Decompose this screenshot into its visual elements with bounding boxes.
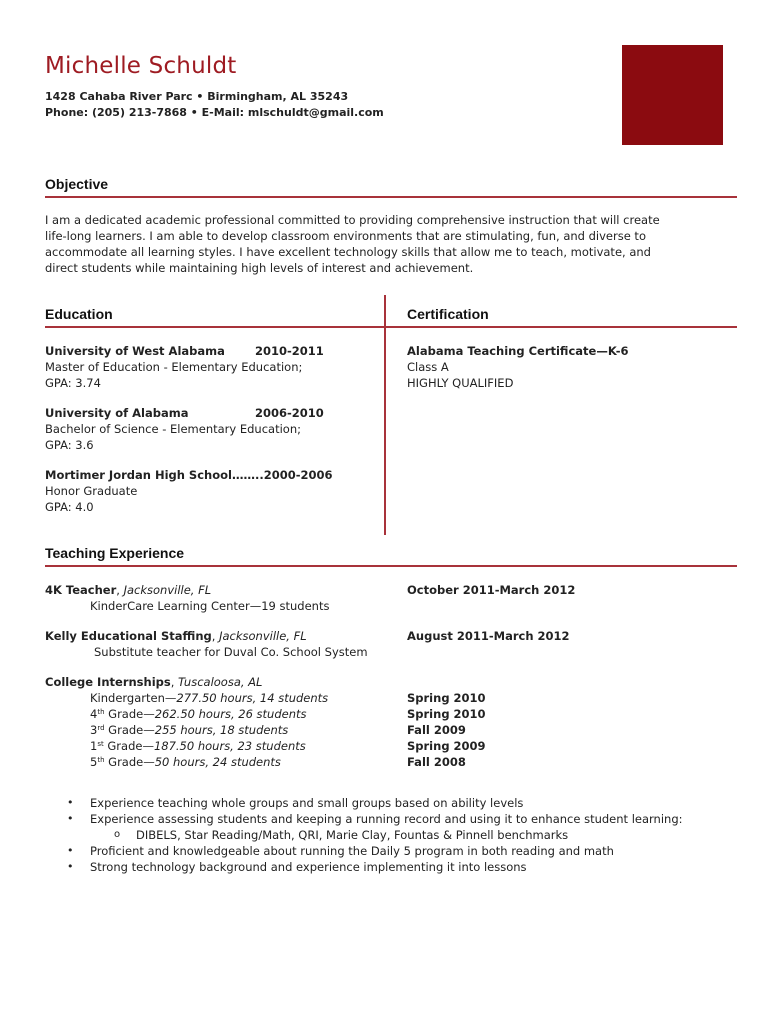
objective-line: life-long learners. I am able to develop classroom environments that are stimulating, fun, and diverse to: [45, 229, 646, 243]
internship-term: Spring 2009: [407, 739, 486, 753]
school-years: 2010-2011: [255, 344, 324, 358]
internship-detail: —187.50 hours, 23 students: [142, 739, 306, 753]
internship-row: 4th Grade—262.50 hours, 26 students Spring 2010: [90, 707, 486, 721]
internship-grade: 4: [90, 707, 98, 721]
certificate-status: HIGHLY QUALIFIED: [407, 376, 514, 390]
job-dates: October 2011-March 2012: [407, 583, 576, 597]
experience-rule: [45, 565, 737, 567]
school-heading-line: [45, 467, 375, 483]
internship-detail: —262.50 hours, 26 students: [143, 707, 307, 721]
job-location: Jacksonville, FL: [123, 583, 212, 597]
internship-term: Spring 2010: [407, 691, 486, 705]
internship-grade: Kindergarten: [90, 691, 165, 705]
internship-detail: —277.50 hours, 14 students: [164, 691, 329, 705]
certification-heading: Certification: [407, 306, 489, 322]
job-detail: KinderCare Learning Center—19 students: [90, 599, 330, 613]
job-entry: Kelly Educational Staffing, Jacksonville, FL Substitute teacher for Duval Co. School System August 2011-March 2012: [45, 628, 735, 660]
internship-row: 1st Grade—187.50 hours, 23 students Spring 2009: [90, 739, 486, 753]
bullet-text: Proficient and knowledgeable about running the Daily 5 program in both reading and math: [90, 844, 614, 858]
job-detail: Substitute teacher for Duval Co. School System: [94, 645, 368, 659]
school-years: 2000-2006: [263, 468, 333, 482]
experience-heading: Teaching Experience: [45, 545, 185, 561]
internship-grade: 3: [90, 723, 98, 737]
certification-block: [407, 343, 727, 391]
gpa-line: GPA: 3.74: [45, 376, 101, 390]
list-item: [45, 795, 735, 811]
education-entry: [45, 405, 375, 467]
objective-line: direct students while maintaining high levels of interest and achievement.: [45, 261, 474, 275]
school-name: University of Alabama: [45, 406, 189, 420]
objective-paragraph: [45, 212, 725, 276]
school-years: 2006-2010: [255, 406, 324, 420]
job-dates: August 2011-March 2012: [407, 629, 570, 643]
job-title: Kelly Educational Staffing: [45, 629, 212, 643]
certificate-title: Alabama Teaching Certificate—K-6: [407, 344, 629, 358]
job-location: Jacksonville, FL: [219, 629, 307, 643]
resume-name: Michelle Schuldt: [45, 53, 237, 79]
list-item: [45, 827, 735, 843]
education-entry: [45, 343, 375, 405]
internships-title: College Internships: [45, 675, 171, 689]
objective-line: I am a dedicated academic professional committed to providing comprehensive instruction that will create: [45, 213, 660, 227]
objective-heading: Objective: [45, 176, 109, 192]
contact-line: Phone: (205) 213-7868 • E-Mail: mlschuldt@gmail.com: [45, 106, 384, 119]
bullet-text: Experience assessing students and keeping a running record and using it to enhance student learning:: [90, 812, 683, 826]
bullet-marker: •: [67, 860, 74, 873]
list-item: [45, 859, 735, 875]
job-entry: 4K Teacher, Jacksonville, FL KinderCare Learning Center—19 students October 2011-March 2012: [45, 582, 735, 614]
internship-grade: 5: [90, 755, 98, 769]
degree-line: Bachelor of Science - Elementary Education;: [45, 422, 301, 436]
bullet-marker: •: [67, 796, 74, 809]
internship-detail: —50 hours, 24 students: [143, 755, 281, 769]
gpa-line: GPA: 3.6: [45, 438, 94, 452]
internship-term: Spring 2010: [407, 707, 486, 721]
internship-grade: 1: [90, 739, 98, 753]
objective-rule: [45, 196, 737, 198]
address-line: 1428 Cahaba River Parc • Birmingham, AL 35243: [45, 90, 349, 103]
education-list: [45, 343, 375, 529]
list-item: [45, 843, 735, 859]
internship-term: Fall 2008: [407, 755, 466, 769]
school-name: Mortimer Jordan High School……..: [45, 468, 264, 482]
education-entry: [45, 467, 375, 529]
internship-row: [45, 690, 735, 706]
gpa-line: GPA: 4.0: [45, 500, 94, 514]
degree-line: Master of Education - Elementary Education;: [45, 360, 303, 374]
honor-line: Honor Graduate: [45, 484, 138, 498]
internships-location: Tuscaloosa, AL: [178, 675, 263, 689]
list-item: [45, 811, 735, 827]
column-divider: [384, 295, 386, 535]
bullet-text: DIBELS, Star Reading/Math, QRI, Marie Clay, Fountas & Pinnell benchmarks: [136, 828, 569, 842]
internship-detail: —255 hours, 18 students: [143, 723, 289, 737]
bullet-marker: •: [67, 844, 74, 857]
education-rule: [45, 326, 737, 328]
certificate-class: Class A: [407, 360, 449, 374]
internship-term: Fall 2009: [407, 723, 466, 737]
internships-entry: College Internships, Tuscaloosa, AL Kindergarten—277.50 hours, 14 students Spring 2010 4th Grade—262.50 hours, 26 students Spring 2010 3rd Grade—255 hours, 18 students Fall 2009 1st Grade—187.50 hours, 23 students Spring 2009 5th Grade—50 hours, 24 students Fall 2008: [45, 674, 735, 770]
accent-box: [622, 45, 723, 145]
school-name: University of West Alabama: [45, 344, 225, 358]
internship-row: 3rd Grade—255 hours, 18 students Fall 2009: [90, 723, 466, 737]
skills-list: [45, 795, 735, 875]
education-heading: Education: [45, 306, 113, 322]
objective-line: accommodate all learning styles. I have excellent technology skills that allow me to teach, motivate, and: [45, 245, 651, 259]
bullet-text: Strong technology background and experience implementing it into lessons: [90, 860, 527, 874]
sub-bullet-marker: o: [114, 829, 121, 840]
bullet-marker: •: [67, 812, 74, 825]
job-title: 4K Teacher: [45, 583, 117, 597]
bullet-text: Experience teaching whole groups and small groups based on ability levels: [90, 796, 524, 810]
internship-row: 5th Grade—50 hours, 24 students Fall 2008: [90, 755, 466, 769]
